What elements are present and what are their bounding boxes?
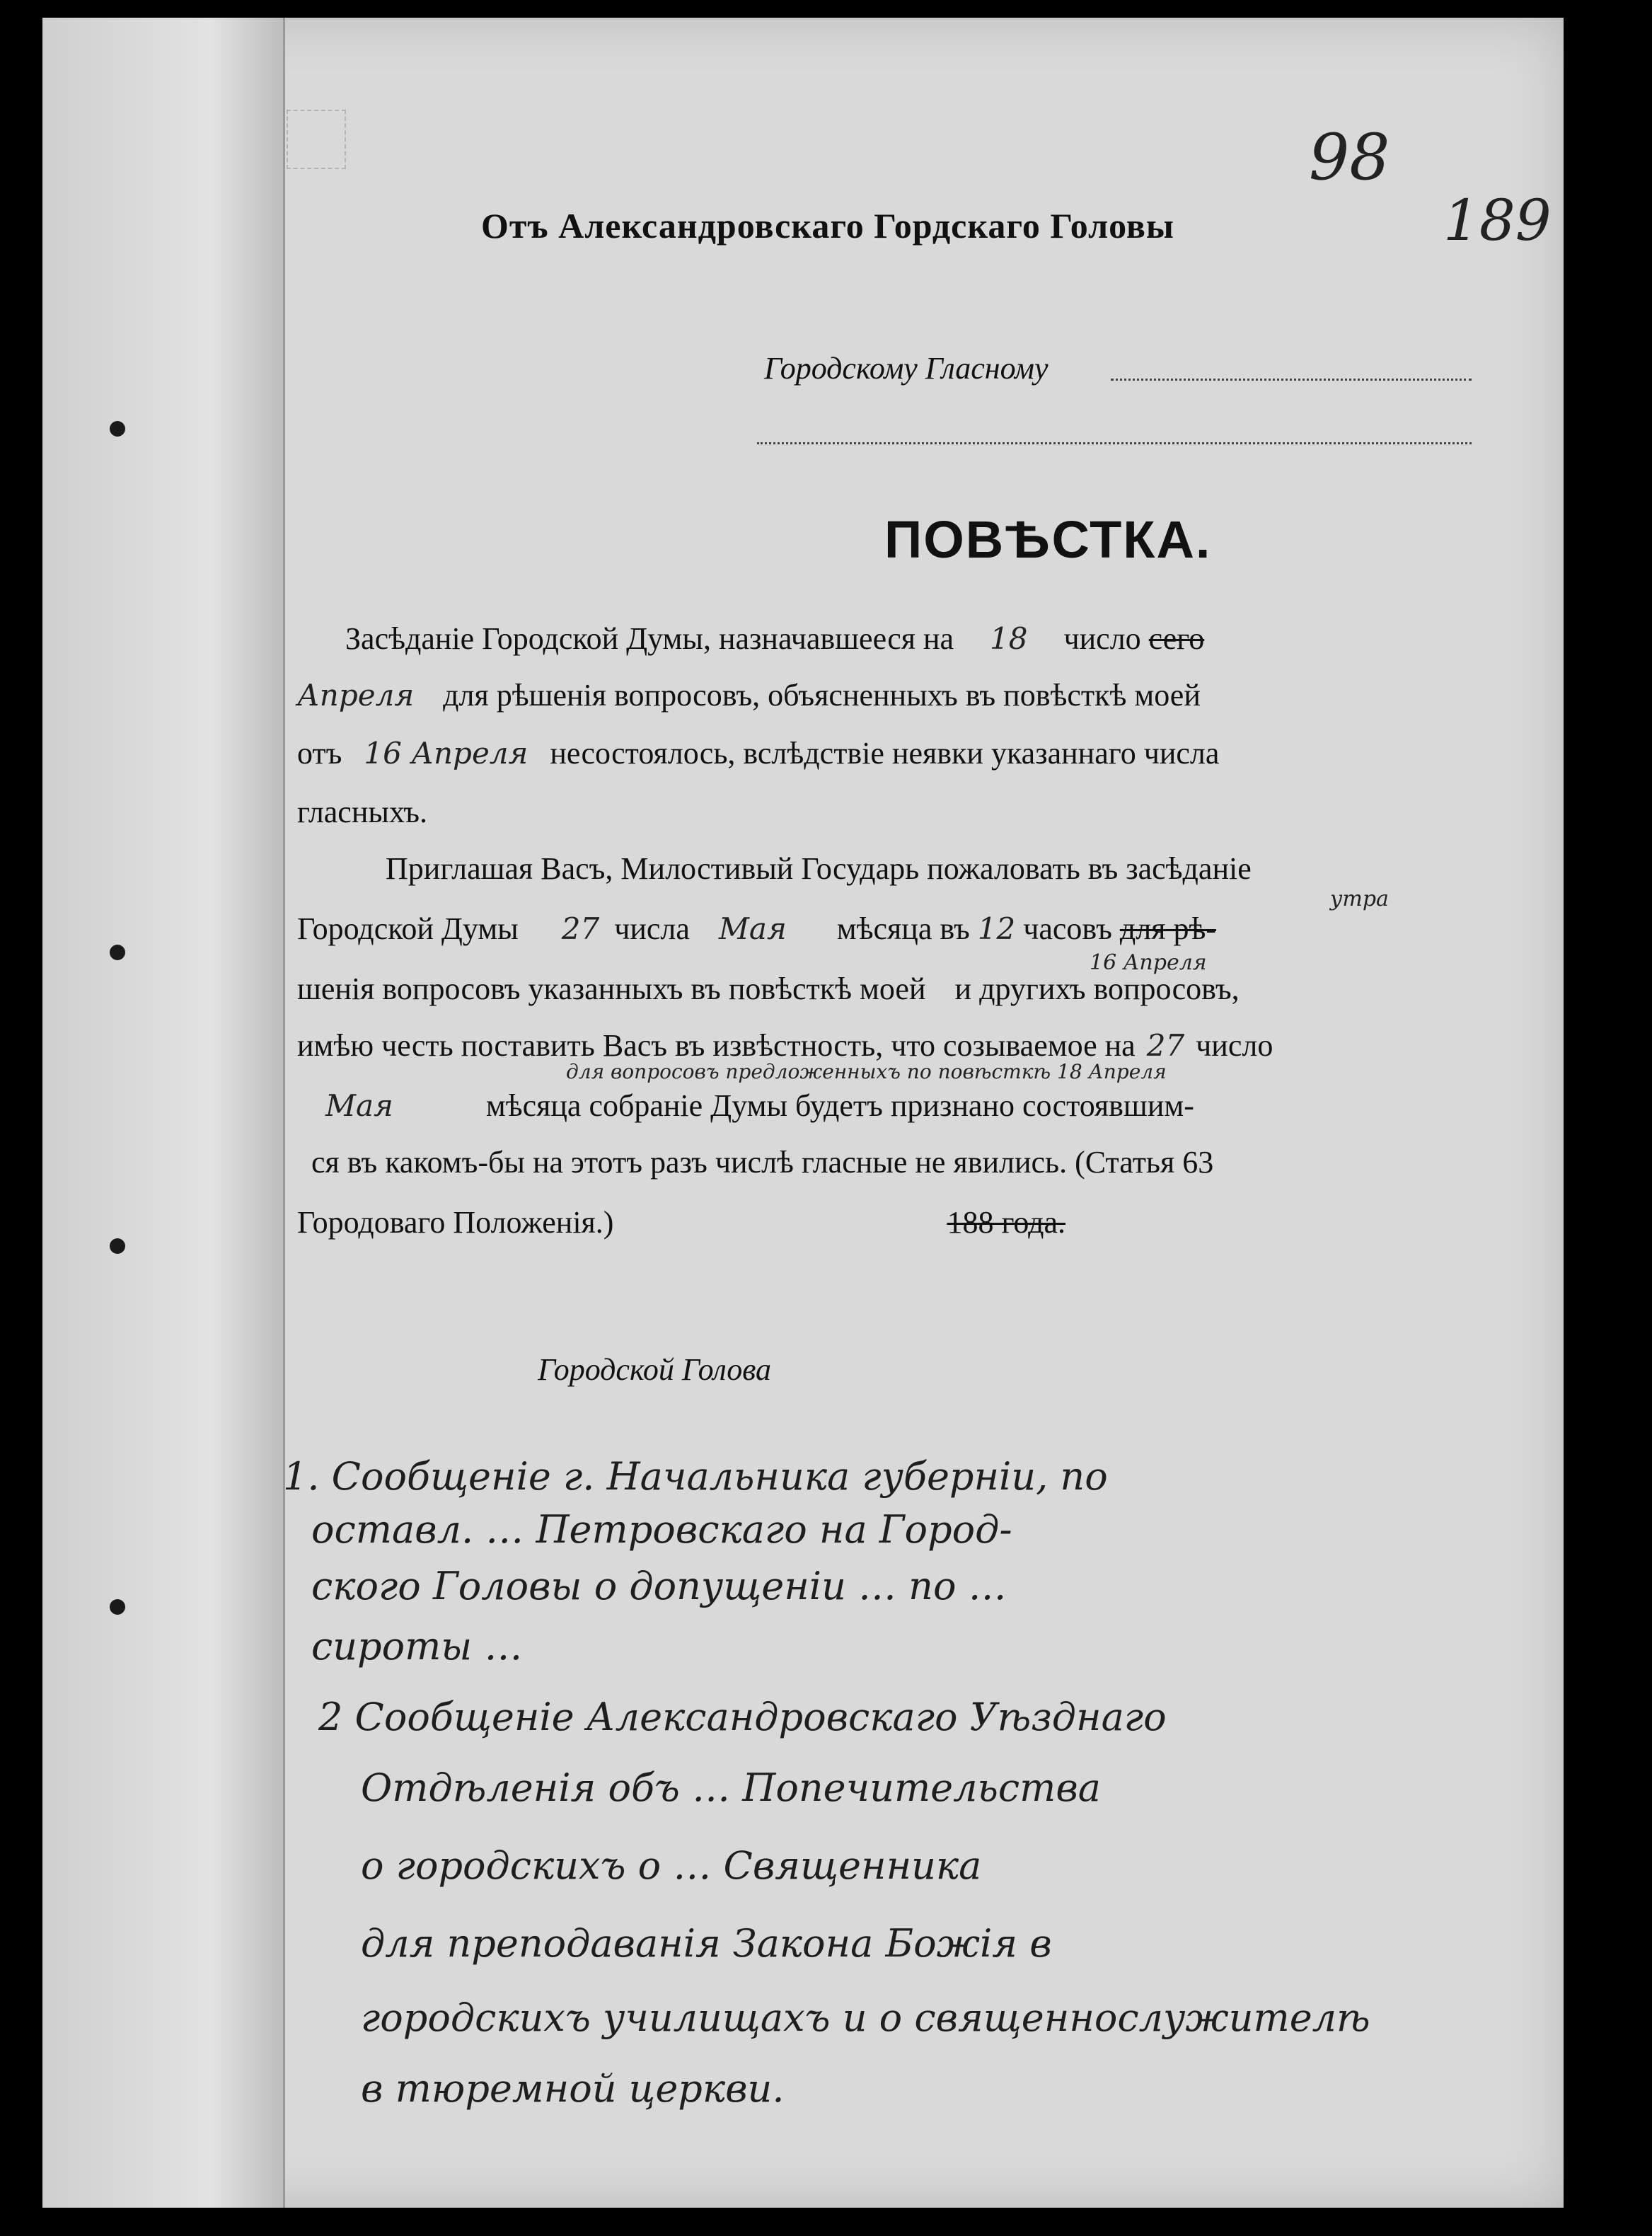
p2-text: Городской Думы	[297, 911, 519, 946]
p1-text: отъ	[297, 736, 342, 771]
addressee-label: Городскому Гласному	[764, 351, 1049, 386]
binding-margin	[42, 18, 285, 2208]
p2-line-5	[325, 1090, 1194, 1122]
p2-text: число	[1196, 1028, 1273, 1063]
punch-hole	[110, 1599, 125, 1615]
p2-text: шенія вопросовъ указанныхъ въ повѣсткѣ моей	[297, 972, 926, 1006]
p1-text: несостоялось, вслѣдствіе неявки указаннаго числа	[550, 736, 1220, 771]
document-title: ПОВѢСТКА.	[884, 510, 1212, 569]
addressee-blank-line-2	[757, 442, 1472, 444]
p2-line-6: ся въ какомъ-бы на этотъ разъ числѣ гласные не явились. (Статья 63	[311, 1145, 1214, 1180]
p2-text: числа	[614, 911, 690, 946]
p2-day-fill: 27	[561, 911, 600, 946]
hand-line: Отдѣленія объ … Попечительства	[361, 1765, 1101, 1810]
p2-month-fill: Мая	[718, 911, 787, 946]
p2-text: Городоваго Положенія.)	[297, 1205, 614, 1240]
hand-line: оставл. … Петровскаго на Город-	[311, 1507, 1012, 1552]
p1-month-fill: Апреля	[297, 678, 415, 713]
p2-line-1: Приглашая Васъ, Милостивый Государь пожаловать въ засѣданіе	[386, 851, 1252, 886]
p2-struck-word: для рѣ-	[1119, 911, 1216, 946]
hand-line: 1. Сообщеніе г. Начальника губерніи, по	[283, 1454, 1108, 1499]
addressee-blank-line	[1111, 379, 1472, 381]
hand-line: для преподаванія Закона Божія в	[361, 1921, 1052, 1966]
p2-text: и другихъ вопросовъ,	[954, 972, 1240, 1006]
punch-hole	[110, 1238, 125, 1254]
p1-text: число	[1063, 621, 1141, 656]
hand-line: городскихъ училищахъ и о священнослужителѣ	[361, 1995, 1370, 2040]
hand-line: сироты …	[311, 1624, 523, 1669]
punch-hole	[110, 945, 125, 960]
punch-hole	[110, 421, 125, 437]
archive-stamp	[287, 110, 346, 169]
p2-text: имѣю честь поставить Васъ въ извѣстность, что созываемое на	[297, 1028, 1136, 1063]
document-header: Отъ Александровскаго Гордскаго Головы	[481, 206, 1174, 246]
p1-text: для рѣшенія вопросовъ, объясненныхъ въ повѣсткѣ моей	[443, 678, 1201, 713]
p1-day-fill: 18	[990, 621, 1028, 656]
p2-text: мѣсяца въ	[836, 911, 970, 946]
hand-line: о городскихъ о … Священника	[361, 1843, 982, 1888]
p2-day-fill-2: 27	[1146, 1028, 1185, 1063]
p2-line-3	[297, 973, 1240, 1005]
p2-hour-fill: 12	[977, 911, 1016, 946]
p1-line-4: гласныхъ.	[297, 795, 428, 829]
p2-line-7	[297, 1206, 1065, 1239]
p2-month-fill-2: Мая	[325, 1088, 393, 1123]
folio-number-a: 98	[1309, 120, 1390, 195]
p1-text: Засѣданіе Городской Думы, назначавшееся на	[345, 621, 954, 656]
p2-struck-year: 188 года.	[947, 1205, 1066, 1240]
p2-line-2	[297, 913, 1216, 945]
p1-line-2	[297, 679, 1201, 712]
hand-line: в тюремной церкви.	[361, 2066, 785, 2111]
p2-above-note-1: утра	[1330, 887, 1389, 911]
p1-struck-word: сего	[1148, 621, 1205, 656]
signature-label: Городской Голова	[538, 1352, 772, 1387]
p2-text: часовъ	[1023, 911, 1112, 946]
folio-number-b: 189	[1443, 188, 1552, 253]
hand-line: ского Головы о допущеніи … по …	[311, 1564, 1007, 1608]
p2-text: мѣсяца собраніе Думы будетъ признано состоявшим-	[485, 1088, 1194, 1123]
hand-line: 2 Сообщеніе Александровскаго Уѣзднаго	[318, 1695, 1167, 1739]
p2-line-4	[297, 1030, 1273, 1062]
p2-above-note-3: для вопросовъ предложенныхъ по повѣсткѣ 18 Апреля	[566, 1060, 1167, 1083]
p1-date-fill: 16 Апреля	[364, 736, 528, 771]
p1-line-3	[297, 737, 1219, 770]
p2-above-note-2: 16 Апреля	[1090, 950, 1207, 975]
p1-line-1	[345, 623, 1204, 655]
